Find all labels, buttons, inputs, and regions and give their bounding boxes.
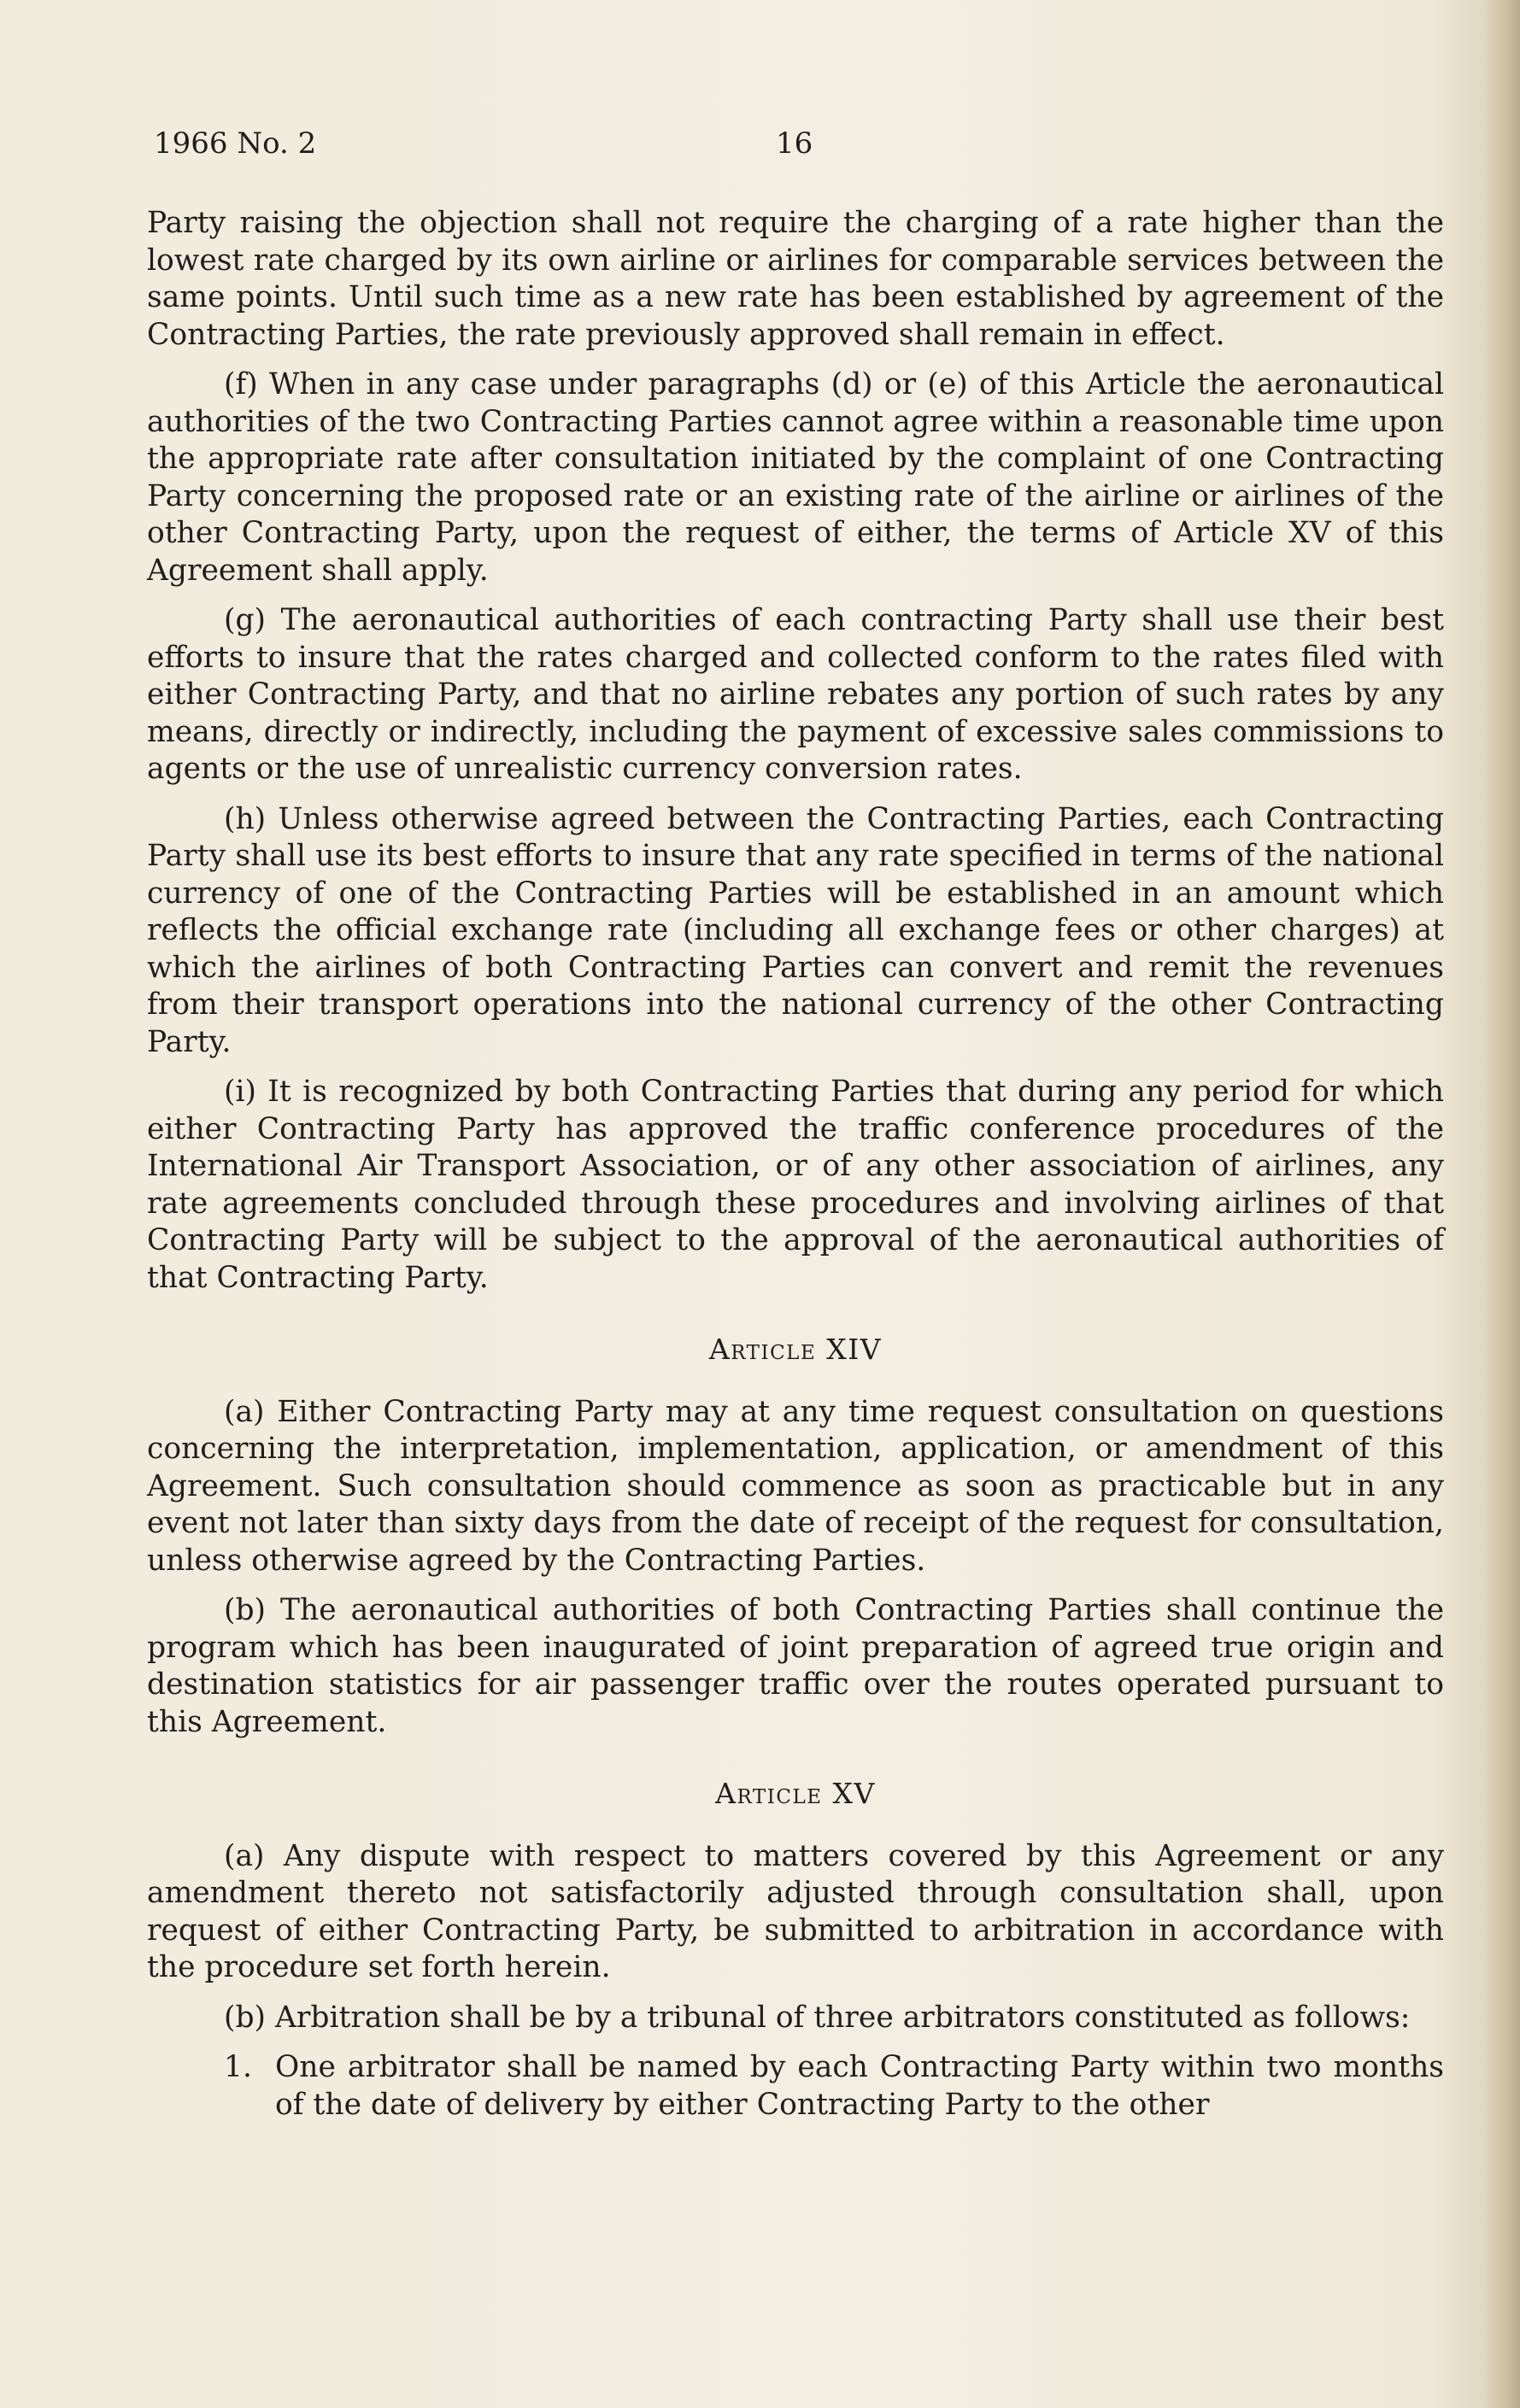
document-body <box>147 205 1444 2124</box>
article-xiv-heading: Article XIV <box>708 1333 883 1366</box>
article-xv-paragraph-a: (a) Any dispute with respect to matters covered by this Agreement or any amendment thereto not satisfactorily adjusted through consultation shall, upon request of either Contracting Party, be submitted to arbitration in accordance with the procedure set forth herein. <box>147 1838 1444 1984</box>
article-xv-paragraph-b: (b) Arbitration shall be by a tribunal of three arbitrators constituted as follows: <box>224 2000 1411 2035</box>
list-item-number: 1. <box>224 2050 252 2084</box>
paragraph-i: (i) It is recognized by both Contracting Parties that during any period for which either Contracting Party has approved the traffic conference procedures of the International Air Transport Association, or of any other association of airlines, any rate agreements concluded through these procedures and involving airlines of that Contracting Party will be subject to the approval of the aeronautical authorities of that Contracting Party. <box>147 1075 1444 1295</box>
page-number: 16 <box>776 126 813 161</box>
article-xv-heading: Article XV <box>715 1777 876 1810</box>
list-item <box>224 2049 1444 2124</box>
article-xiv-paragraph-a: (a) Either Contracting Party may at any time request consultation on questions concerning the interpretation, implementation, application, or amendment of this Agreement. Such consultation should commence as soon as practicable but in any event not later than sixty days from the date of receipt of the request for consultation, unless otherwise agreed by the Contracting Parties. <box>147 1394 1444 1578</box>
page-edge-shadow <box>1484 0 1520 2408</box>
paragraph-continued: Party raising the objection shall not require the charging of a rate higher than the lowest rate charged by its own airline or airlines for comparable services between the same points. Until such time as a new rate has been established by agreement of the Contracting Parties, the rate previously approved shall remain in effect. <box>147 206 1444 352</box>
page-header <box>154 126 1453 169</box>
paragraph-g: (g) The aeronautical authorities of each contracting Party shall use their best efforts to insure that the rates charged and collected conform to the rates filed with either Contracting Party, and that no airline rebates any portion of such rates by any means, directly or indirectly, including the payment of excessive sales commissions to agents or the use of unrealistic currency conversion rates. <box>147 603 1444 786</box>
issue-label: 1966 No. 2 <box>154 126 317 161</box>
list-item-text: One arbitrator shall be named by each Contracting Party within two months of the date of delivery by either Contracting Party to the other <box>275 2050 1444 2122</box>
paragraph-h: (h) Unless otherwise agreed between the Contracting Parties, each Contracting Party shall use its best efforts to insure that any rate specified in terms of the national currency of one of the Contracting Parties will be established in an amount which reflects the official exchange rate (including all exchange fees or other charges) at which the airlines of both Contracting Parties can convert and remit the revenues from their transport operations into the national currency of the other Contracting Party. <box>147 801 1444 1059</box>
article-xiv-paragraph-b: (b) The aeronautical authorities of both Contracting Parties shall continue the program which has been inaugurated of joint preparation of agreed true origin and destination statistics for air passenger traffic over the routes operated pursuant to this Agreement. <box>147 1593 1444 1739</box>
paragraph-f: (f) When in any case under paragraphs (d) or (e) of this Article the aeronautical authorities of the two Contracting Parties cannot agree within a reasonable time upon the appropriate rate after consultation initiated by the complaint of one Contracting Party concerning the proposed rate or an existing rate of the airline or airlines of the other Contracting Party, upon the request of either, the terms of Article XV of this Agreement shall apply. <box>147 367 1444 588</box>
